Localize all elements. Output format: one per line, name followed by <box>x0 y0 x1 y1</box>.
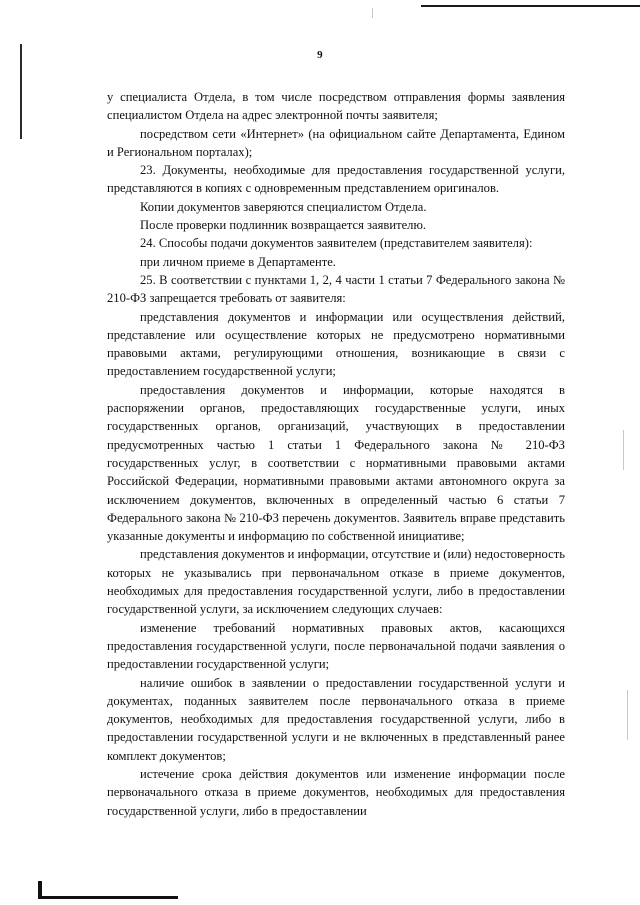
paragraph: Копии документов заверяются специалистом Отдела. <box>140 199 427 214</box>
paragraph: 23. Документы, необходимые для предоставления государственной услуги, представляются в копиях с одновременным представлением оригиналов. <box>107 163 565 196</box>
paragraph: посредством сети «Интернет» (на официальном сайте Департамента, Едином и Региональном порталах); <box>107 126 565 159</box>
scan-speck <box>372 8 373 18</box>
paragraph: изменение требований нормативных правовых актов, касающихся предоставления государственной услуги, после первоначальной подачи заявления о предоставлении государственной услуги; <box>107 620 565 672</box>
paragraph: наличие ошибок в заявлении о предоставлении государственной услуги и документах, поданных заявителем после первоначального отказа в приеме документов, необходимых для предоставления государственной услуги, либо в предоставлении государственной услуги и не включенных в представленный ранее комплект документов; <box>107 675 565 763</box>
scan-speck <box>627 690 628 740</box>
paragraph: у специалиста Отдела, в том числе посредством отправления формы заявления специалистом Отдела на адрес электронной почты заявителя; <box>107 90 565 123</box>
paragraph: После проверки подлинник возвращается заявителю. <box>140 218 427 233</box>
paragraph: предоставления документов и информации, которые находятся в распоряжении органов, предоставляющих государственные услуги, иных государственных органов, организаций, участвующих в предоставлении предусмотренных частью 1 статьи 1 Федерального закона № 210-ФЗ государственных услуг, в соответствии с нормативными правовыми актами Российской Федерации, нормативными правовыми актами автономного округа за исключением документов, включенных в определенный частью 6 статьи 7 Федерального закона № 210-ФЗ перечень документов. Заявитель вправе представить указанные документы и информацию по собственной инициативе; <box>107 382 565 544</box>
paragraph: представления документов и информации или осуществления действий, представление или осуществление которых не предусмотрено нормативными правовыми актами, регулирующими отношения, возникающие в связи с предоставлением государственной услуги; <box>107 309 565 379</box>
scan-speck <box>623 430 624 470</box>
paragraph: при личном приеме в Департаменте. <box>140 254 336 269</box>
page-number: 9 <box>317 49 323 61</box>
paragraph: 24. Способы подачи документов заявителем (представителем заявителя): <box>140 236 533 251</box>
scan-top-rule <box>421 5 640 7</box>
paragraph: представления документов и информации, отсутствие и (или) недостоверность которых не указывались при первоначальном отказе в приеме документов, необходимых для предоставления государственной услуги, либо в предоставлении государственной услуги, за исключением следующих случаев: <box>107 547 565 617</box>
document-body <box>107 88 565 820</box>
paragraph: 25. В соответствии с пунктами 1, 2, 4 части 1 статьи 7 Федерального закона № 210-ФЗ запрещается требовать от заявителя: <box>107 272 565 306</box>
paragraph: истечение срока действия документов или изменение информации после первоначального отказа в приеме документов, необходимых для предоставления государственной услуги, либо в предоставлении <box>107 766 565 818</box>
scan-bottom-rule <box>38 896 178 899</box>
